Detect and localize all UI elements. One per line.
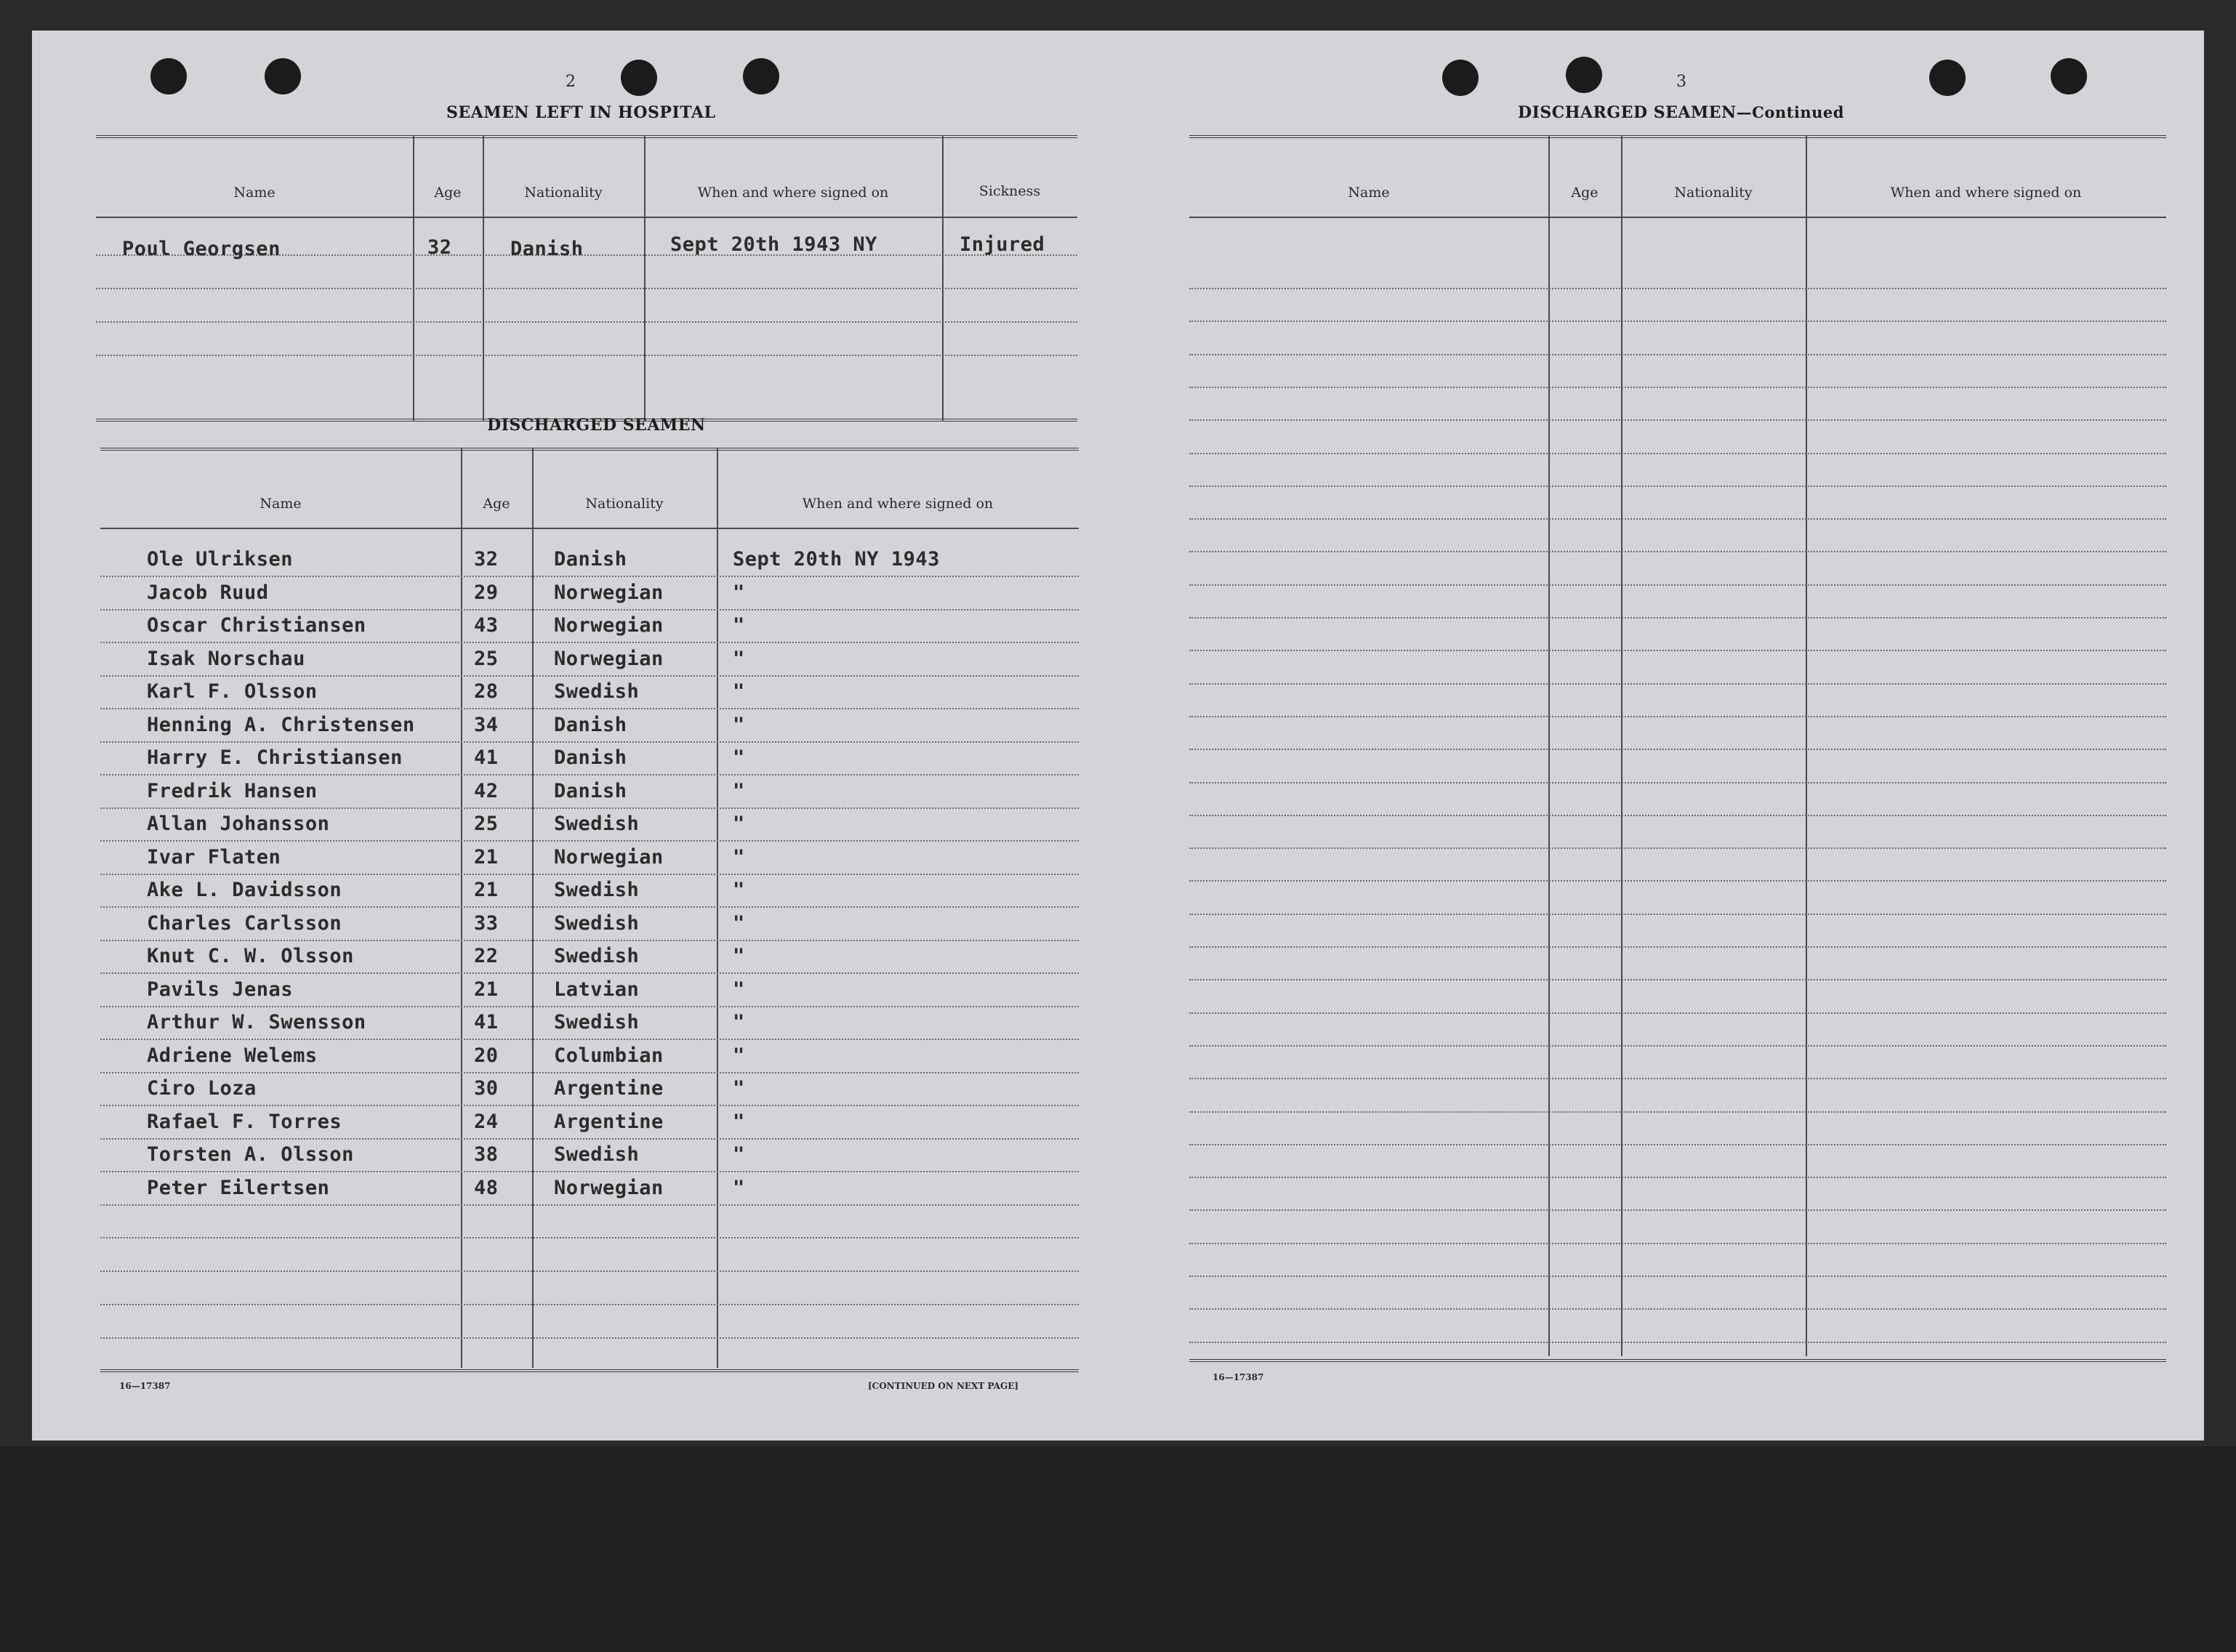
col-header-nationality: Nationality — [1674, 185, 1753, 201]
right-section-title — [1518, 103, 1844, 122]
discharged-nationality: Norwegian — [554, 647, 664, 670]
discharged-name: Rafael F. Torres — [147, 1110, 342, 1133]
right-title-continued: —Continued — [1736, 103, 1844, 121]
col-header-signed-on: When and where signed on — [802, 496, 994, 512]
discharged-nationality: Norwegian — [554, 581, 664, 604]
binder-hole — [1442, 60, 1479, 96]
col-header-name: Name — [233, 185, 276, 201]
discharged-signed-on: " — [733, 1176, 745, 1199]
col-header-age: Age — [434, 185, 462, 201]
discharged-name: Ole Ulriksen — [147, 548, 294, 571]
discharged-age: 34 — [474, 713, 499, 736]
col-header-signed-on: When and where signed on — [697, 185, 889, 201]
discharged-table — [100, 448, 1079, 1385]
discharged-signed-on: " — [733, 746, 745, 769]
col-header-sickness: Sickness — [978, 183, 1041, 199]
scan-background — [0, 1446, 2236, 1652]
discharged-signed-on: " — [733, 813, 745, 835]
discharged-name: Henning A. Christensen — [147, 713, 415, 736]
col-header-age: Age — [1571, 185, 1598, 201]
discharged-age: 25 — [474, 813, 499, 835]
discharged-nationality: Swedish — [554, 1011, 640, 1033]
discharged-age: 41 — [474, 1011, 499, 1033]
discharged-age: 21 — [474, 879, 499, 901]
discharged-name: Torsten A. Olsson — [147, 1143, 354, 1166]
discharged-name: Knut C. W. Olsson — [147, 945, 354, 967]
binder-hole — [150, 58, 187, 94]
discharged-section-title: DISCHARGED SEAMEN — [487, 416, 706, 435]
discharged-signed-on: " — [733, 978, 745, 1001]
discharged-nationality: Swedish — [554, 1143, 640, 1166]
discharged-signed-on: " — [733, 779, 745, 802]
discharged-age: 25 — [474, 647, 499, 670]
document-sheet — [32, 31, 2204, 1441]
continued-note: [CONTINUED ON NEXT PAGE] — [868, 1381, 1019, 1391]
discharged-name: Adriene Welems — [147, 1044, 318, 1067]
binder-hole — [743, 58, 779, 94]
discharged-name: Harry E. Christiansen — [147, 746, 403, 769]
hospital-sickness: Injured — [960, 233, 1045, 256]
col-header-name: Name — [1348, 185, 1390, 201]
discharged-name: Allan Johansson — [147, 813, 330, 835]
discharged-signed-on: " — [733, 713, 745, 736]
discharged-age: 21 — [474, 978, 499, 1001]
discharged-nationality: Danish — [554, 548, 627, 571]
discharged-nationality: Argentine — [554, 1110, 664, 1133]
discharged-name: Jacob Ruud — [147, 581, 269, 604]
right-discharged-table — [1189, 135, 2166, 1371]
discharged-name: Oscar Christiansen — [147, 614, 366, 637]
discharged-age: 20 — [474, 1044, 499, 1067]
discharged-nationality: Latvian — [554, 978, 640, 1001]
discharged-nationality: Swedish — [554, 813, 640, 835]
binder-hole — [621, 60, 657, 96]
discharged-nationality: Swedish — [554, 945, 640, 967]
discharged-name: Charles Carlsson — [147, 911, 342, 935]
discharged-nationality: Danish — [554, 746, 627, 769]
discharged-signed-on: " — [733, 911, 745, 935]
discharged-nationality: Columbian — [554, 1044, 664, 1067]
discharged-signed-on: " — [733, 1077, 745, 1100]
col-header-age: Age — [483, 496, 510, 512]
discharged-age: 22 — [474, 945, 499, 967]
discharged-age: 41 — [474, 746, 499, 769]
discharged-age: 32 — [474, 548, 499, 571]
discharged-age: 30 — [474, 1077, 499, 1100]
discharged-nationality: Argentine — [554, 1077, 664, 1100]
discharged-name: Pavils Jenas — [147, 978, 294, 1001]
discharged-age: 42 — [474, 779, 499, 802]
discharged-age: 28 — [474, 680, 499, 703]
discharged-nationality: Norwegian — [554, 614, 664, 637]
discharged-name: Ivar Flaten — [147, 845, 281, 869]
hospital-table — [96, 135, 1077, 426]
discharged-age: 21 — [474, 845, 499, 869]
form-number-right: 16—17387 — [1212, 1372, 1264, 1382]
discharged-nationality: Swedish — [554, 680, 640, 703]
hospital-signed-on: Sept 20th 1943 NY — [670, 233, 877, 256]
page-number-left: 2 — [566, 73, 576, 91]
discharged-name: Arthur W. Swensson — [147, 1011, 366, 1033]
col-header-name: Name — [260, 496, 302, 512]
discharged-name: Peter Eilertsen — [147, 1176, 330, 1199]
discharged-nationality: Swedish — [554, 879, 640, 901]
discharged-name: Ake L. Davidsson — [147, 879, 342, 901]
discharged-signed-on: " — [733, 614, 745, 637]
discharged-signed-on: " — [733, 1143, 745, 1166]
discharged-age: 33 — [474, 911, 499, 935]
col-header-nationality: Nationality — [524, 185, 603, 201]
right-title-main: DISCHARGED SEAMEN — [1518, 103, 1737, 122]
hospital-name: Poul Georgsen — [122, 238, 281, 260]
binder-hole — [1566, 57, 1602, 93]
discharged-signed-on: " — [733, 1044, 745, 1067]
discharged-name: Karl F. Olsson — [147, 680, 318, 703]
binder-hole — [265, 58, 301, 94]
discharged-nationality: Swedish — [554, 911, 640, 935]
discharged-signed-on: " — [733, 945, 745, 967]
discharged-age: 43 — [474, 614, 499, 637]
discharged-signed-on: " — [733, 1011, 745, 1033]
discharged-signed-on: " — [733, 680, 745, 703]
discharged-signed-on: Sept 20th NY 1943 — [733, 548, 940, 571]
binder-hole — [2051, 58, 2087, 94]
discharged-name: Fredrik Hansen — [147, 779, 318, 802]
discharged-nationality: Norwegian — [554, 1176, 664, 1199]
discharged-signed-on: " — [733, 647, 745, 670]
discharged-age: 29 — [474, 581, 499, 604]
binder-hole — [1929, 60, 1966, 96]
discharged-signed-on: " — [733, 581, 745, 604]
discharged-nationality: Norwegian — [554, 845, 664, 869]
discharged-nationality: Danish — [554, 713, 627, 736]
col-header-signed-on: When and where signed on — [1890, 185, 2082, 201]
discharged-signed-on: " — [733, 1110, 745, 1133]
discharged-nationality: Danish — [554, 779, 627, 802]
discharged-signed-on: " — [733, 845, 745, 869]
discharged-name: Isak Norschau — [147, 647, 305, 670]
col-header-nationality: Nationality — [585, 496, 664, 512]
discharged-name: Ciro Loza — [147, 1077, 257, 1100]
hospital-section-title: SEAMEN LEFT IN HOSPITAL — [446, 103, 716, 122]
hospital-age: 32 — [427, 236, 452, 259]
discharged-age: 38 — [474, 1143, 499, 1166]
discharged-age: 48 — [474, 1176, 499, 1199]
discharged-age: 24 — [474, 1110, 499, 1133]
form-number-left: 16—17387 — [119, 1381, 171, 1391]
discharged-signed-on: " — [733, 879, 745, 901]
page-number-right: 3 — [1676, 73, 1686, 91]
hospital-nationality: Danish — [510, 238, 584, 260]
